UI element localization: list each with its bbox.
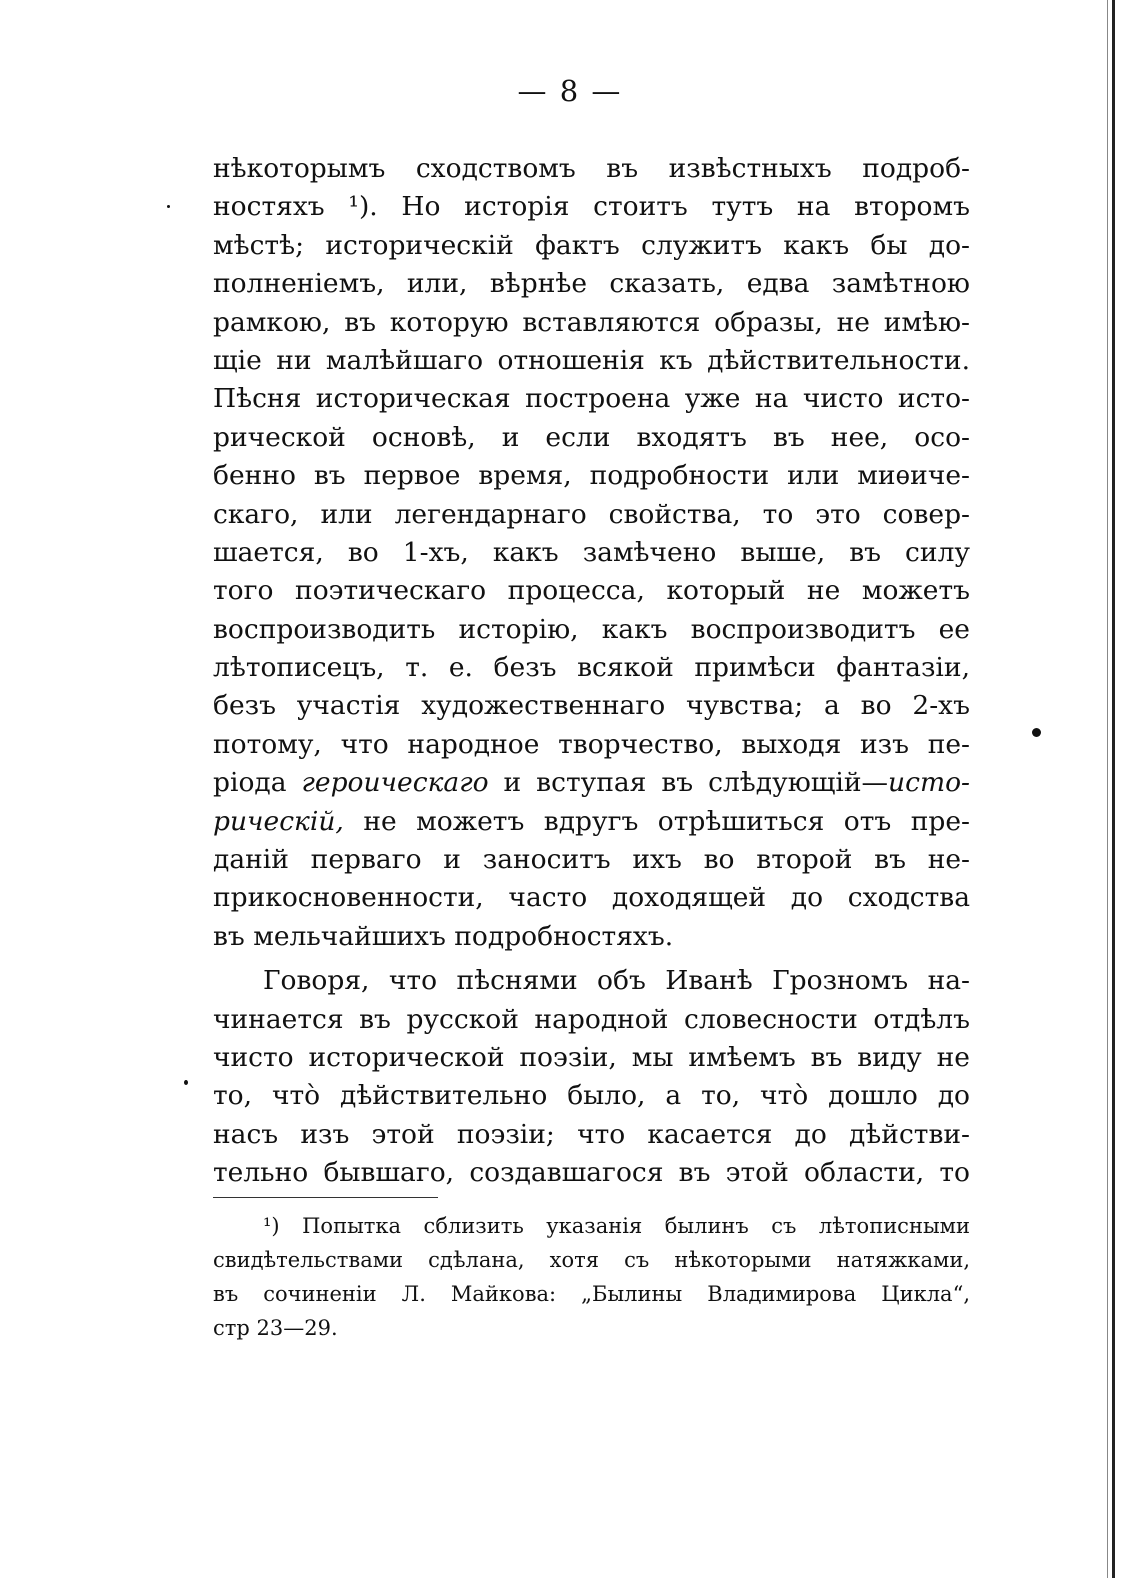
footnote-line: ¹) Попытка сблизить указанія былинъ съ лѣтописными	[263, 1214, 970, 1238]
text-line: рической основѣ, и если входятъ въ нее, осо-	[213, 421, 970, 453]
text-line: полненіемъ, или, вѣрнѣе сказать, едва замѣтною	[213, 268, 970, 300]
footnote	[213, 1209, 970, 1345]
text-line: того поэтическаго процесса, который не можетъ	[213, 575, 970, 607]
text-line: нѣкоторымъ сходствомъ въ извѣстныхъ подроб-	[213, 153, 970, 184]
text-line: ностяхъ ¹). Но исторія стоитъ тутъ на второмъ	[213, 191, 970, 223]
body-text	[213, 150, 970, 1193]
page-binding-edge	[1112, 0, 1115, 1578]
text-line: щіе ни малѣйшаго отношенія къ дѣйствительности.	[213, 344, 970, 376]
text-line: шается, во 1-хъ, какъ замѣчено выше, въ силу	[213, 536, 970, 568]
text-line: скаго, или легендарнаго свойства, то это совер-	[213, 498, 970, 530]
text-line: безъ участія художественнаго чувства; а во 2-хъ	[213, 690, 970, 722]
text-line: прикосновенности, часто доходящей до сходства	[213, 882, 970, 914]
page-binding-shadow	[1107, 0, 1108, 1578]
footnote-line: въ сочиненіи Л. Майкова: „Былины Владимирова Цикла“,	[213, 1282, 970, 1306]
page-number: — 8 —	[517, 74, 623, 108]
italic-term: исто-	[888, 767, 970, 799]
text-line: тельно бывшаго, создавшагося въ этой области, то	[213, 1157, 970, 1189]
text-line: рамкою, въ которую вставляются образы, не имѣю-	[213, 306, 970, 338]
footnote-line: стр 23—29.	[213, 1316, 338, 1340]
text-segment: не можетъ вдругъ отрѣшиться отъ пре-	[343, 805, 970, 837]
text-line: мѣстѣ; историческій фактъ служитъ какъ бы до-	[213, 229, 970, 261]
text-line: чисто исторической поэзіи, мы имѣемъ въ виду не	[213, 1041, 970, 1073]
text-line: Пѣсня историческая построена уже на чисто исто-	[213, 383, 970, 415]
footnote-line: свидѣтельствами сдѣлана, хотя съ нѣкоторыми натяжками,	[213, 1248, 970, 1272]
text-line: бенно въ первое время, подробности или миѳиче-	[213, 460, 970, 492]
text-line: даній перваго и заноситъ ихъ во второй въ не-	[213, 844, 970, 876]
text-line-mixed	[213, 803, 970, 841]
text-line: чинается въ русской народной словесности отдѣлъ	[213, 1003, 970, 1035]
text-line: насъ изъ этой поэзіи; что касается до дѣйстви-	[213, 1118, 970, 1150]
text-line: потому, что народное творчество, выходя изъ пе-	[213, 728, 970, 760]
print-speck	[167, 205, 170, 208]
text-segment: ріода	[213, 767, 302, 799]
italic-term: героическаго	[301, 767, 489, 799]
print-speck	[1032, 728, 1041, 737]
text-line: воспроизводить исторію, какъ воспроизводитъ ее	[213, 613, 970, 645]
text-line-mixed	[213, 764, 970, 802]
text-line: то, что̀ дѣйствительно было, а то, что̀ дошло до	[213, 1080, 970, 1112]
text-segment: и вступая въ слѣдующій—	[488, 767, 889, 799]
print-speck	[184, 1080, 188, 1085]
text-line: въ мельчайшихъ подробностяхъ.	[213, 920, 674, 952]
italic-term: рическій,	[213, 805, 344, 837]
paragraph-start-line: Говоря, что пѣснями объ Иванѣ Грозномъ на-	[263, 965, 970, 997]
footnote-separator	[213, 1197, 438, 1198]
text-line: лѣтописецъ, т. е. безъ всякой примѣси фантазіи,	[213, 652, 970, 684]
